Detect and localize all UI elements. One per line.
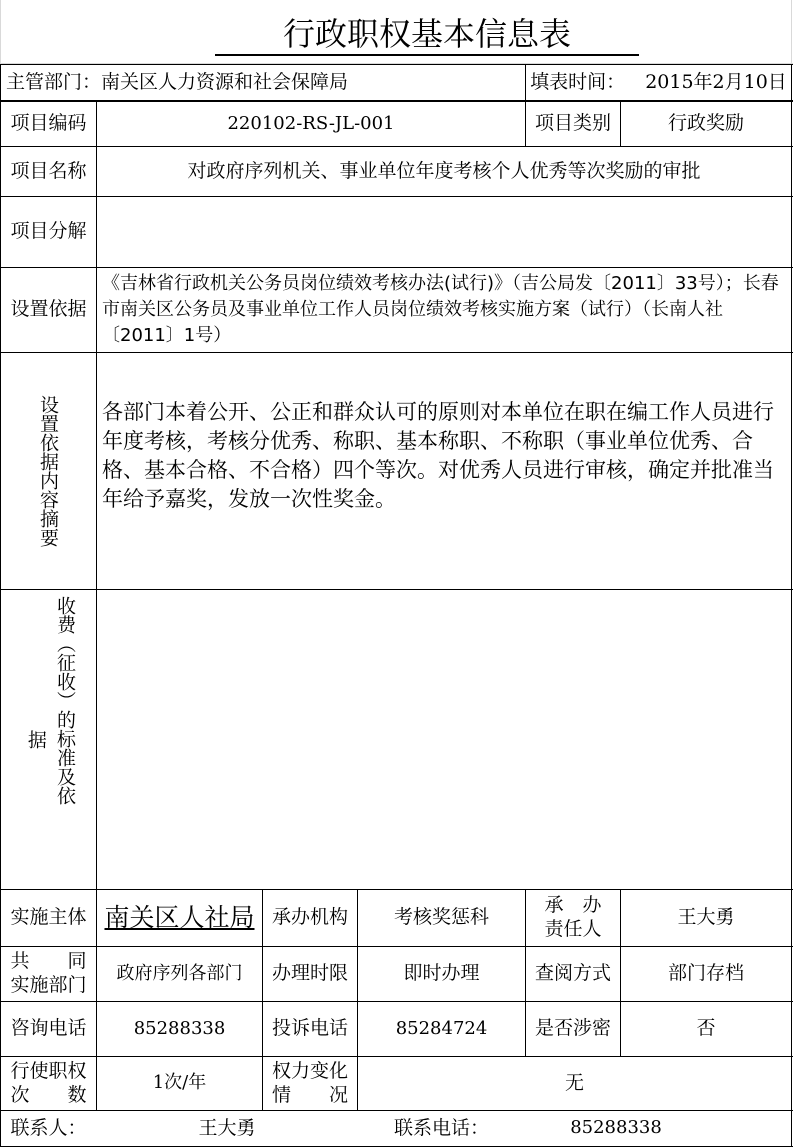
dept-label: 主管部门： (6, 71, 102, 94)
date-value: 2015年2月10日 (645, 71, 787, 94)
name-label: 项目名称 (10, 159, 87, 182)
summary-label: 设置依据内容摘要 (37, 395, 59, 547)
org-label: 承办机构 (271, 906, 348, 929)
freq-label (1, 1057, 96, 1110)
code-value: 220102-RS-JL-001 (227, 112, 395, 134)
name-value: 对政府序列机关、事业单位年度考核个人优秀等次奖励的审批 (187, 159, 701, 182)
co-label (1, 947, 96, 1001)
dept-row (6, 65, 525, 101)
impl-value-text: 南关区人社局 (104, 903, 255, 933)
page-title: 行政职权基本信息表 (215, 14, 639, 56)
org-value: 考核奖惩科 (393, 906, 489, 929)
change-label (263, 1057, 357, 1110)
split-value (97, 197, 791, 267)
resp-value: 王大勇 (677, 906, 735, 929)
impl-label: 实施主体 (10, 906, 87, 929)
consult-value: 85288338 (133, 1017, 226, 1039)
date-label: 填表时间： (530, 71, 626, 94)
border (791, 64, 792, 1147)
dept-value: 南关区人力资源和社会保障局 (101, 71, 349, 94)
co-label-line1: 共 同 (10, 950, 87, 973)
secret-value: 否 (696, 1017, 716, 1040)
phone-value: 85288338 (570, 1117, 662, 1139)
resp-label (526, 890, 620, 946)
impl-value (97, 890, 262, 946)
split-label: 项目分解 (10, 220, 87, 243)
grid-line (791, 0, 792, 64)
co-label-line2: 实施部门 (10, 974, 87, 996)
time-value: 即时办理 (403, 962, 480, 985)
contact-label: 联系人： (10, 1116, 87, 1139)
secret-label: 是否涉密 (534, 1017, 611, 1040)
change-label-line1: 权力变化 (271, 1059, 348, 1082)
freq-label-line1: 行使职权 (10, 1059, 87, 1082)
complain-value: 85284724 (395, 1017, 488, 1039)
phone-label: 联系电话： (393, 1116, 489, 1139)
fee-label-col2: 收费（征收）的标准及依 (54, 596, 76, 805)
type-value: 行政奖励 (667, 112, 744, 135)
view-label: 查阅方式 (534, 962, 611, 985)
date-cell (526, 65, 791, 101)
co-value: 政府序列各部门 (116, 962, 243, 984)
view-value: 部门存档 (667, 962, 744, 985)
fee-label-col1: 据 (24, 730, 47, 749)
freq-value: 1次/年 (152, 1072, 207, 1094)
border (0, 1146, 793, 1147)
complain-label: 投诉电话 (271, 1017, 348, 1040)
code-label: 项目编码 (10, 112, 87, 135)
change-label-line2: 情 况 (271, 1083, 348, 1106)
change-value: 无 (564, 1071, 584, 1094)
fee-value (97, 590, 791, 889)
time-label: 办理时限 (271, 962, 348, 985)
basis-value: 《吉林省行政机关公务员岗位绩效考核办法(试行)》（吉公局发〔2011〕33号）；长春市南关区公务员及事业单位工作人员岗位绩效考核实施方案（试行）（长南人社〔2011〕1号） (102, 273, 779, 346)
basis-label: 设置依据 (10, 298, 87, 321)
resp-label-line2: 责任人 (544, 918, 602, 940)
grid-line (0, 0, 1, 64)
resp-label-line1: 承 办 (544, 894, 602, 917)
consult-label: 咨询电话 (10, 1017, 87, 1040)
freq-label-line2: 次 数 (10, 1083, 87, 1106)
summary-value: 各部门本着公开、公正和群众认可的原则对本单位在职在编工作人员进行年度考核，考核分优秀、称职、基本称职、不称职（事业单位优秀、合格、基本合格、不合格）四个等次。对优秀人员进行审核，确定并批准当年给予嘉奖，发放一次性奖金。 (102, 400, 774, 511)
contact-value: 王大勇 (198, 1116, 256, 1139)
type-label: 项目类别 (534, 112, 611, 135)
